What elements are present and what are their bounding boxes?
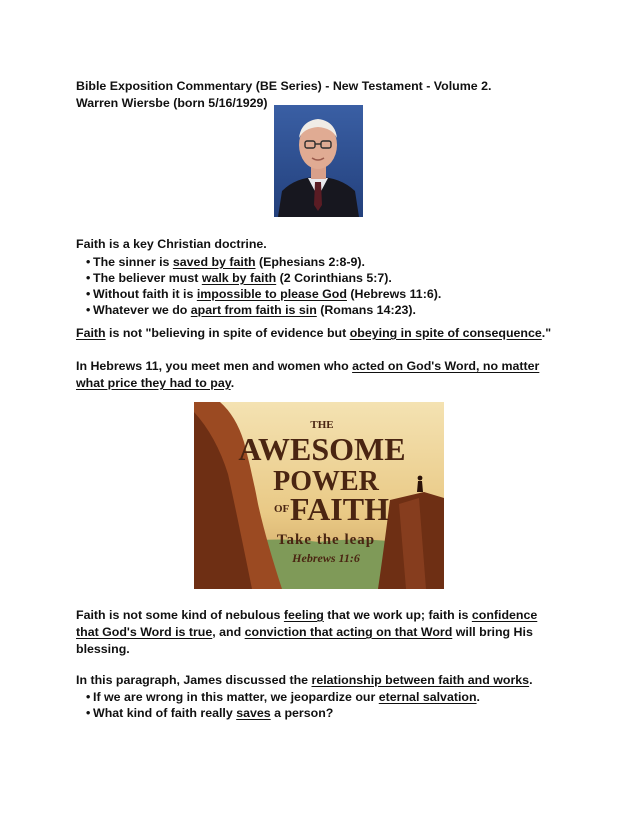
commentary-title: Bible Exposition Commentary (BE Series) - New Testament - Volume 2. <box>76 79 492 93</box>
faith-doctrine-intro: Faith is a key Christian doctrine. <box>76 237 267 251</box>
banner-the: THE <box>310 419 334 431</box>
hebrews-paragraph-line-2: what price they had to pay. <box>76 376 235 390</box>
banner-faith: FAITH <box>290 491 389 527</box>
list-item: • Without faith it is impossible to please God (Hebrews 11:6). <box>76 286 441 302</box>
banner-awesome: AWESOME <box>238 431 406 467</box>
awesome-power-of-faith-banner <box>194 402 444 589</box>
author-portrait-photo <box>274 105 363 217</box>
confidence-paragraph-line-3: blessing. <box>76 642 130 656</box>
banner-take-the-leap: Take the leap <box>276 532 376 548</box>
person-silhouette-icon <box>417 476 423 492</box>
hebrews-paragraph-line-1: In Hebrews 11, you meet men and women who acted on God's Word, no matter <box>76 359 540 373</box>
list-item: • If we are wrong in this matter, we jeopardize our eternal salvation. <box>76 689 480 705</box>
list-item: • What kind of faith really saves a person? <box>76 705 480 721</box>
confidence-paragraph-line-1: Faith is not some kind of nebulous feeling that we work up; faith is confidence <box>76 608 538 622</box>
banner-power: POWER <box>273 466 379 497</box>
james-list <box>76 689 480 721</box>
author-line: Warren Wiersbe (born 5/16/1929) <box>76 96 268 110</box>
list-item: • Whatever we do apart from faith is sin (Romans 14:23). <box>76 302 441 318</box>
james-paragraph: In this paragraph, James discussed the relationship between faith and works. <box>76 673 533 687</box>
faith-definition-paragraph: Faith is not "believing in spite of evidence but obeying in spite of consequence." <box>76 326 552 340</box>
banner-hebrews-reference: Hebrews 11:6 <box>292 551 360 565</box>
confidence-paragraph-line-2: that God's Word is true, and conviction that acting on that Word will bring His <box>76 625 533 639</box>
faith-doctrine-list <box>76 254 441 318</box>
banner-of: OF <box>274 503 290 515</box>
list-item: • The believer must walk by faith (2 Corinthians 5:7). <box>76 270 441 286</box>
list-item: • The sinner is saved by faith (Ephesians 2:8-9). <box>76 254 441 270</box>
